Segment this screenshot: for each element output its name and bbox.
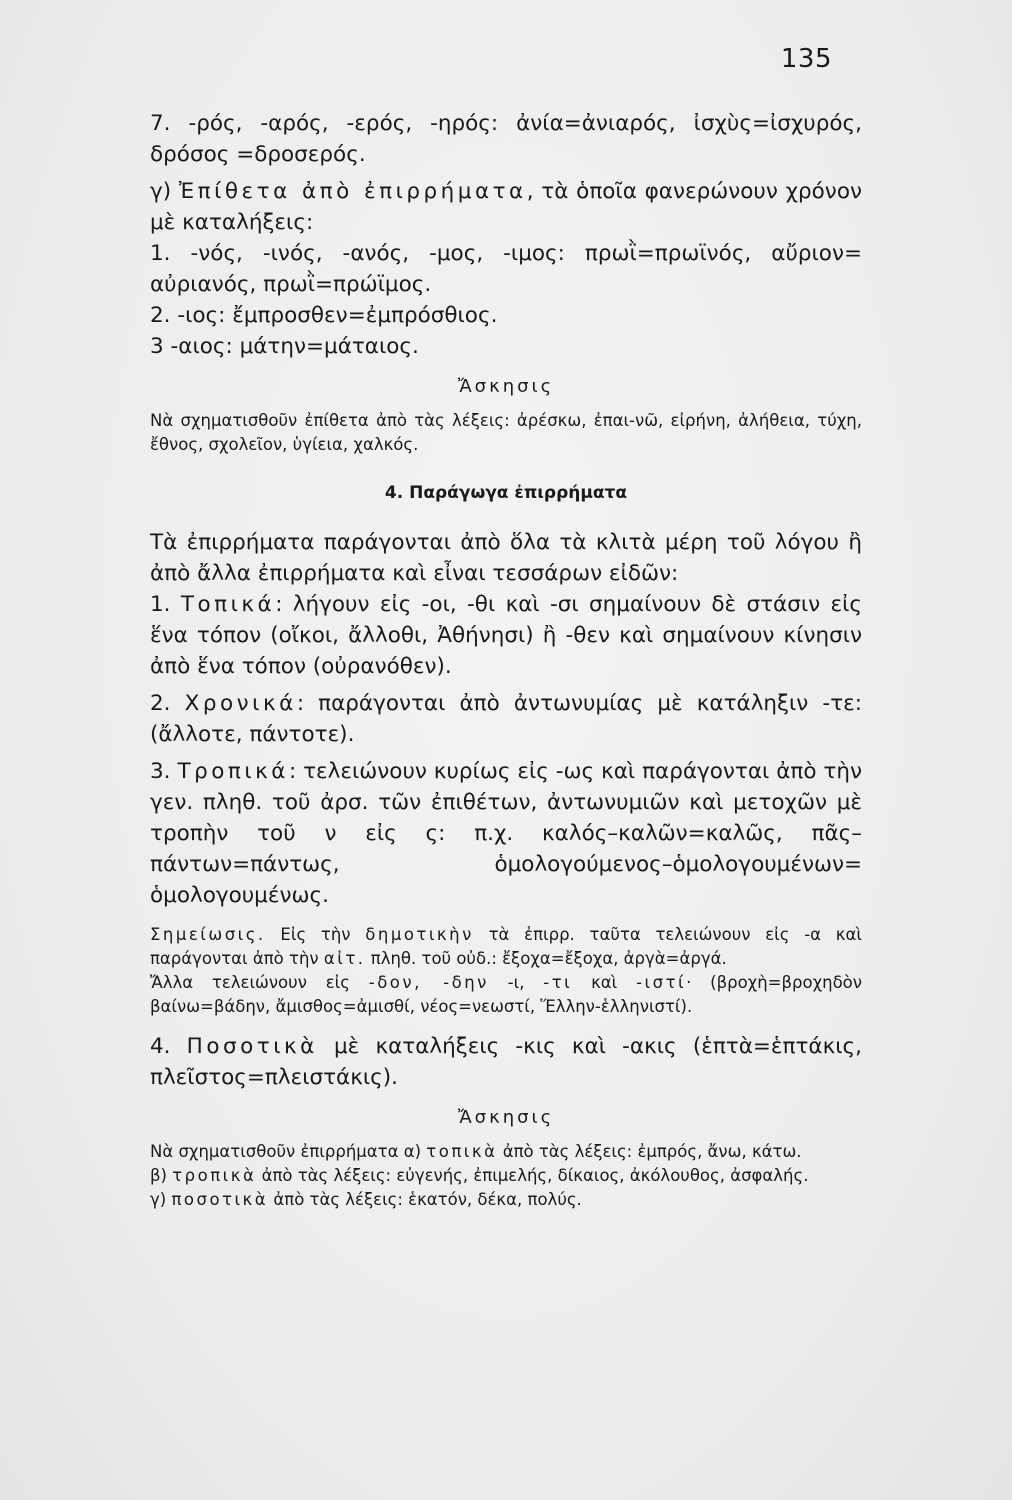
adverb-type-quantity [150, 1031, 862, 1093]
gamma-rest: , τὰ ὁποῖα φανερώνουν χρόνον μὲ καταλήξεις: [150, 179, 862, 235]
ex2-b-text-1: β) [150, 1166, 173, 1185]
adverb-type-manner [150, 756, 862, 911]
ex2-a-spaced: τοπικὰ [426, 1142, 498, 1161]
gamma-intro [150, 176, 862, 238]
adverb-type-local [150, 589, 862, 682]
ex2-a-text-2: ἀπὸ τὰς λέξεις: ἐμπρός, ἄνω, κάτω. [497, 1142, 802, 1161]
note-spaced-1: δημοτικὴν [365, 925, 474, 944]
item2-term: Χρονικά [184, 691, 297, 716]
note2-text-4: · (βροχὴ=βροχηδὸν βαίνω=βάδην, ἄμισθος=ἀμισθί, νέος=νεωστί, Ἕλλην-ἑλληνιστί). [150, 973, 862, 1016]
note2-spaced-3: -ιστί [636, 973, 687, 992]
note2-spaced-1: -δον, -δην [368, 973, 489, 992]
exercise2-item-a [150, 1140, 862, 1164]
gamma-prefix: γ) [150, 179, 179, 204]
item4-term: Ποσοτικὰ [186, 1034, 318, 1059]
suffix-item-7: 7. -ρός, -αρός, -ερός, -ηρός: ἀνία=ἀνιαρός, ἰσχὺς=ἰσχυρός, δρόσος =δροσερός. [150, 111, 862, 167]
gamma-item-3: 3 -αιος: μάτην=μάταιος. [150, 334, 419, 359]
gamma-item-1: 1. -νός, -ινός, -ανός, -μος, -ιμος: πρωῒ=πρωϊνός, αὔριον= αὐριανός, πρωῒ=πρώϊμος. [150, 241, 862, 297]
ex2-a-text-1: Νὰ σχηματισθοῦν ἐπιρρήματα α) [150, 1142, 427, 1161]
ex2-b-spaced: τροπικὰ [172, 1166, 257, 1185]
exercise2-item-c [150, 1188, 862, 1212]
item3-number: 3. [150, 759, 178, 784]
note2-spaced-2: -τι [543, 973, 573, 992]
item3-term: Τροπικά [177, 759, 289, 784]
exercise-heading-1: Ἄσκησις [457, 376, 555, 397]
ex2-c-spaced: ποσοτικὰ [171, 1190, 269, 1209]
ex2-c-text-1: γ) [150, 1190, 172, 1209]
adverb-type-temporal [150, 688, 862, 750]
note-paragraph [150, 923, 862, 971]
page-number: 135 [780, 44, 832, 74]
note-text-1: Εἰς τὴν [265, 925, 366, 944]
item4-number: 4. [150, 1034, 187, 1059]
note2-text-3: καὶ [572, 973, 637, 992]
note-spaced-2: αἰτ. [323, 949, 366, 968]
note-text-3: πληθ. τοῦ οὐδ.: ἔξοχα=ἔξοχα, ἀργὰ=ἀργά. [365, 949, 727, 968]
note2-text-2: -ι, [488, 973, 544, 992]
note-label: Σημείωσις. [150, 925, 266, 944]
ex2-b-text-2: ἀπὸ τὰς λέξεις: εὐγενής, ἐπιμελής, δίκαιος, ἀκόλουθος, ἀσφαλής. [256, 1166, 809, 1185]
exercise-text-1: Νὰ σχηματισθοῦν ἐπίθετα ἀπὸ τὰς λέξεις: ἀρέσκω, ἐπαι-νῶ, εἰρήνη, ἀλήθεια, τύχη, ἔθνος, σχολεῖον, ὑγίεια, χαλκός. [150, 411, 862, 454]
item4-text: μὲ καταλήξεις -κις καὶ -ακις (ἑπτὰ=ἑπτάκις, πλεῖστος=πλειστάκις). [150, 1034, 862, 1090]
item2-number: 2. [150, 691, 185, 716]
item1-text: : λήγουν εἰς -οι, -θι καὶ -σι σημαίνουν δὲ στάσιν εἰς ἕνα τόπον (οἴκοι, ἄλλοθι, Ἀθήνησι) ἢ -θεν καὶ σημαίνουν κίνησιν ἀπὸ ἕνα τόπον (οὐρανόθεν). [150, 592, 862, 679]
note2-text-1: Ἄλλα τελειώνουν εἰς [150, 973, 369, 992]
section-heading-4: 4. Παράγωγα ἐπιρρήματα [384, 483, 628, 503]
item3-text: : τελειώνουν κυρίως εἰς -ως καὶ παράγονται ἀπὸ τὴν γεν. πληθ. τοῦ ἀρσ. τῶν ἐπιθέτων, ἀντωνυμιῶν καὶ μετοχῶν μὲ τροπὴν τοῦ ν εἰς ς: π.χ. καλός–καλῶν=καλῶς, πᾶς–πάντων=πάντως, ὁμολογούμενος–ὁμολογουμένων= ὁμολογουμένως. [150, 759, 862, 908]
section4-intro: Τὰ ἐπιρρήματα παράγονται ἀπὸ ὅλα τὰ κλιτὰ μέρη τοῦ λόγου ἢ ἀπὸ ἄλλα ἐπιρρήματα καὶ εἶναι τεσσάρων εἰδῶν: [150, 530, 862, 586]
note-text-2: τὰ ἐπιρρ. ταῦτα τελειώνουν εἰς -α καὶ παράγονται ἀπὸ τὴν [150, 925, 862, 968]
gamma-spaced-term: Ἐπίθετα ἀπὸ ἐπιρρήματα [178, 179, 527, 204]
item1-number: 1. [150, 592, 181, 617]
item2-text: : παράγονται ἀπὸ ἀντωνυμίας μὲ κατάληξιν -τε: (ἄλλοτε, πάντοτε). [150, 691, 862, 747]
item1-term: Τοπικά [180, 592, 276, 617]
note-paragraph-2 [150, 971, 862, 1019]
exercise-heading-2: Ἄσκησις [457, 1107, 555, 1128]
gamma-item-2: 2. -ιος: ἔμπροσθεν=ἐμπρόσθιος. [150, 303, 498, 328]
exercise2-item-b [150, 1164, 862, 1188]
page-content [150, 108, 862, 1212]
ex2-c-text-2: ἀπὸ τὰς λέξεις: ἑκατόν, δέκα, πολύς. [268, 1190, 582, 1209]
